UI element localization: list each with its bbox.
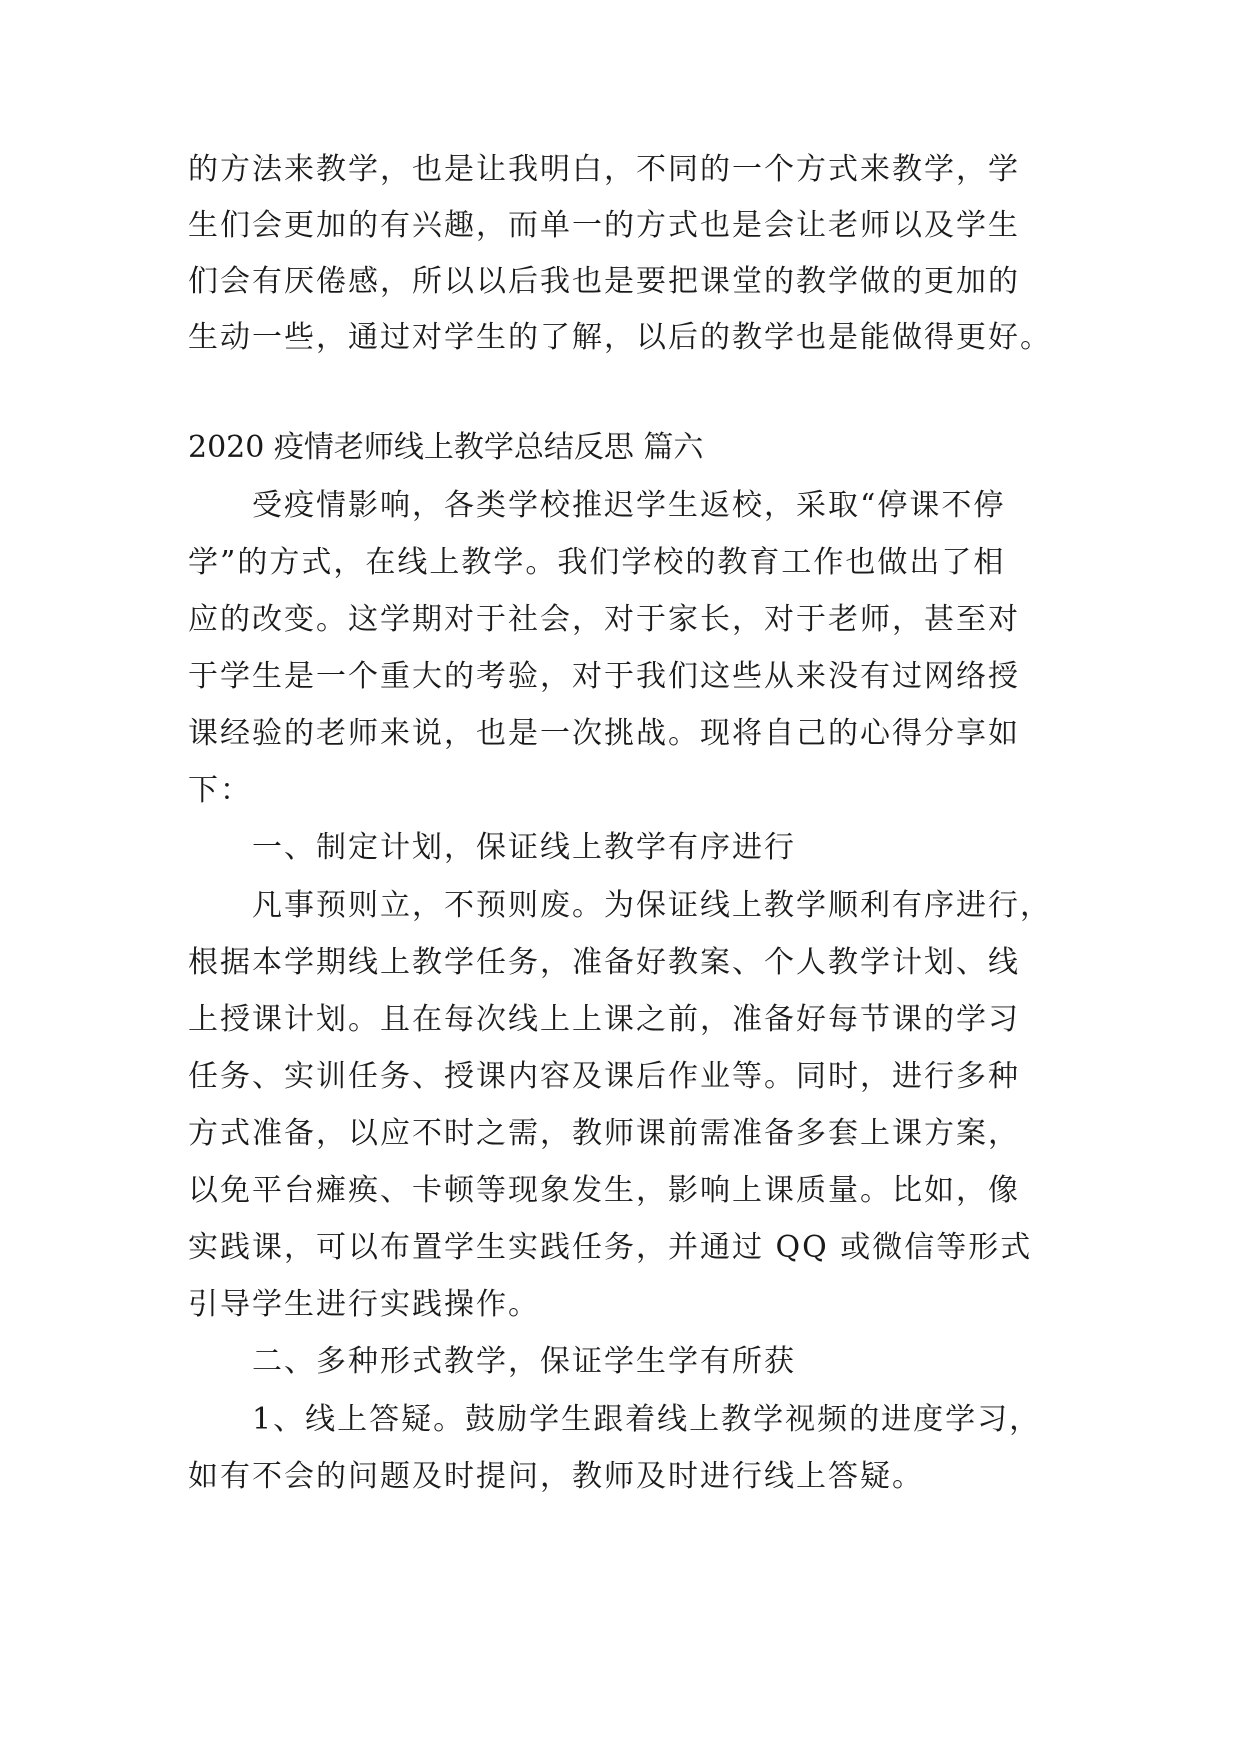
paragraph-line: 以免平台瘫痪、卡顿等现象发生，影响上课质量。比如，像 xyxy=(188,1173,1020,1208)
section-heading: 2020 疫情老师线上教学总结反思 篇六 xyxy=(188,430,704,465)
paragraph-line: 方式准备，以应不时之需，教师课前需准备多套上课方案， xyxy=(188,1116,1020,1151)
paragraph-line: 的方法来教学，也是让我明白，不同的一个方式来教学，学 xyxy=(188,152,1020,187)
paragraph-line: 生们会更加的有兴趣，而单一的方式也是会让老师以及学生 xyxy=(188,208,1020,243)
paragraph-line: 课经验的老师来说，也是一次挑战。现将自己的心得分享如 xyxy=(188,716,1020,751)
subsection-title: 一、制定计划，保证线上教学有序进行 xyxy=(252,830,796,865)
paragraph-line: 应的改变。这学期对于社会，对于家长，对于老师，甚至对 xyxy=(188,602,1020,637)
paragraph-line: 下： xyxy=(188,773,252,808)
paragraph-line: 1、线上答疑。鼓励学生跟着线上教学视频的进度学习， xyxy=(252,1402,1042,1437)
paragraph-line: 任务、实训任务、授课内容及课后作业等。同时，进行多种 xyxy=(188,1059,1020,1094)
subsection-title: 二、多种形式教学，保证学生学有所获 xyxy=(252,1344,796,1379)
paragraph-line: 受疫情影响，各类学校推迟学生返校，采取“停课不停 xyxy=(252,488,1006,523)
paragraph-line: 们会有厌倦感，所以以后我也是要把课堂的教学做的更加的 xyxy=(188,264,1020,299)
paragraph-line: 生动一些，通过对学生的了解，以后的教学也是能做得更好。 xyxy=(188,320,1052,355)
paragraph-line: 凡事预则立，不预则废。为保证线上教学顺利有序进行， xyxy=(252,888,1052,923)
paragraph-line: 引导学生进行实践操作。 xyxy=(188,1287,540,1322)
paragraph-line: 如有不会的问题及时提问，教师及时进行线上答疑。 xyxy=(188,1459,924,1494)
paragraph-line: 学”的方式，在线上教学。我们学校的教育工作也做出了相 xyxy=(188,545,1006,580)
paragraph-line: 上授课计划。且在每次线上上课之前，准备好每节课的学习 xyxy=(188,1002,1020,1037)
paragraph-line: 根据本学期线上教学任务，准备好教案、个人教学计划、线 xyxy=(188,945,1020,980)
paragraph-line: 于学生是一个重大的考验，对于我们这些从来没有过网络授 xyxy=(188,659,1020,694)
paragraph-line: 实践课，可以布置学生实践任务，并通过 QQ 或微信等形式 xyxy=(188,1230,1033,1265)
